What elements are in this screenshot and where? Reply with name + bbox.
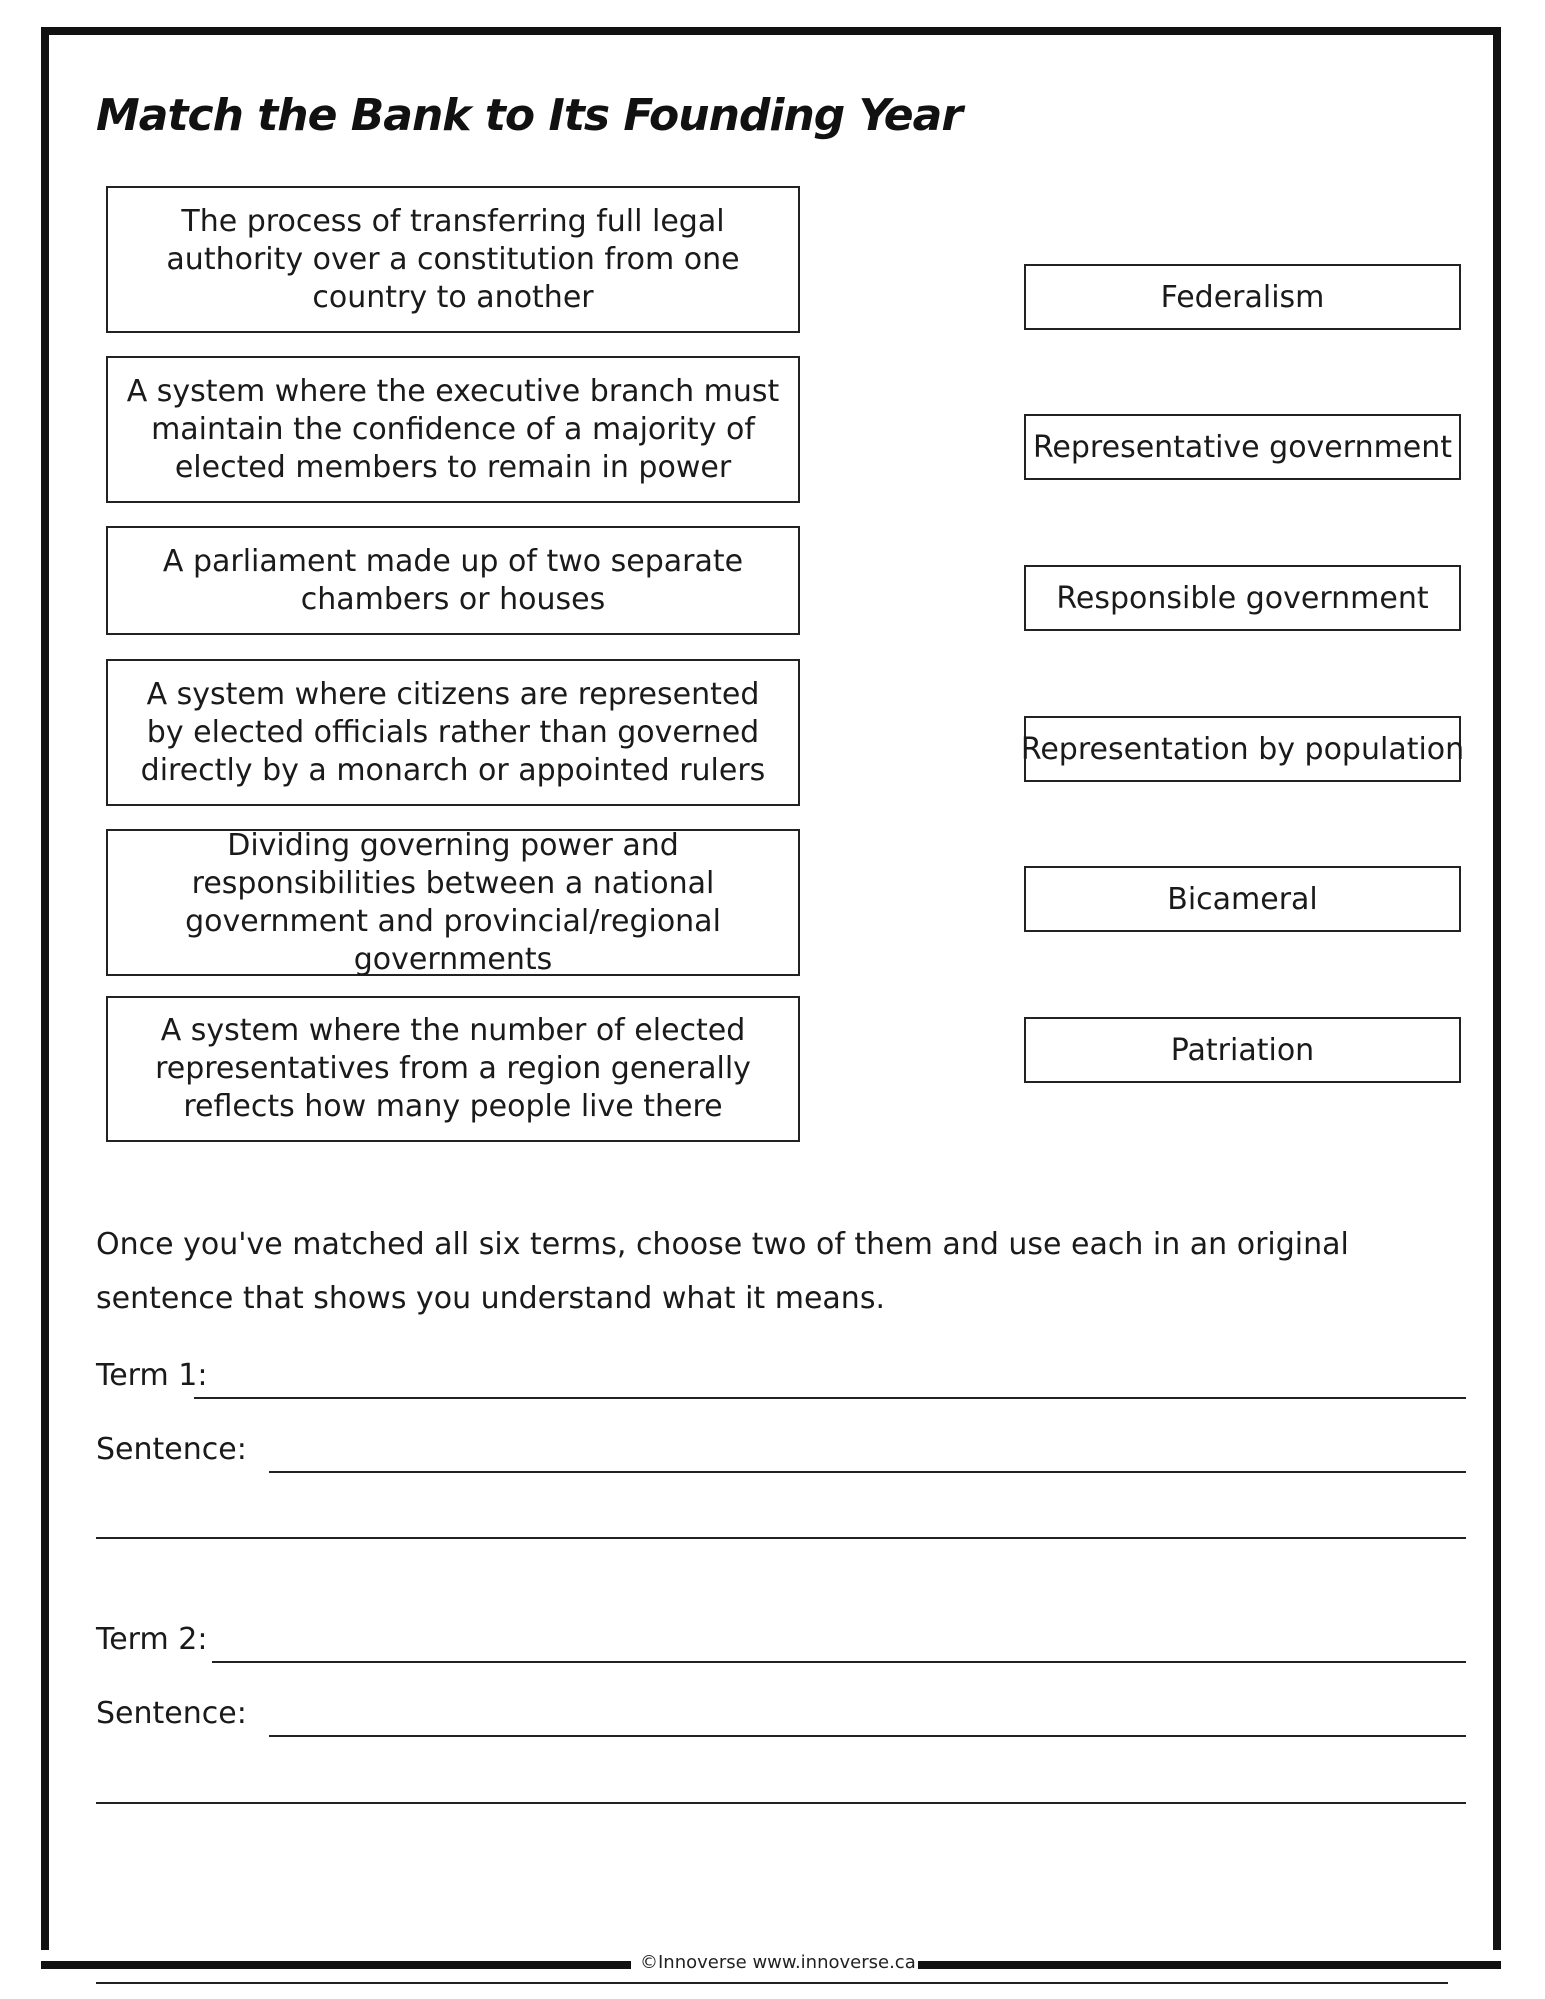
term-box-federalism[interactable]: Federalism xyxy=(1024,264,1461,330)
definition-box-5: Dividing governing power and responsibilities between a national government and provincial/regional governments xyxy=(106,829,800,976)
term1-answer-line[interactable] xyxy=(194,1397,1466,1399)
term2-answer-line[interactable] xyxy=(212,1661,1466,1663)
definition-box-1: The process of transferring full legal authority over a constitution from one country to another xyxy=(106,186,800,333)
term-box-bicameral[interactable]: Bicameral xyxy=(1024,866,1461,932)
definition-box-4: A system where citizens are represented by elected officials rather than governed directly by a monarch or appointed rulers xyxy=(106,659,800,806)
term1-label: Term 1: xyxy=(96,1358,208,1393)
sentence2-answer-line[interactable] xyxy=(269,1735,1466,1737)
sentence2-label: Sentence: xyxy=(96,1696,247,1731)
footer-credit: ©Innoverse www.innoverse.ca xyxy=(640,1952,916,1973)
footer-bar-right xyxy=(918,1961,1501,1969)
definition-box-6: A system where the number of elected representatives from a region generally reflects how many people live there xyxy=(106,996,800,1142)
footer-bar-left xyxy=(41,1961,631,1969)
definition-box-3: A parliament made up of two separate chambers or houses xyxy=(106,526,800,635)
sentence1-answer-line[interactable] xyxy=(269,1471,1466,1473)
term-box-patriation[interactable]: Patriation xyxy=(1024,1017,1461,1083)
definition-box-2: A system where the executive branch must maintain the confidence of a majority of elected members to remain in power xyxy=(106,356,800,503)
bottom-rule xyxy=(96,1982,1448,1984)
instructions-text: Once you've matched all six terms, choose two of them and use each in an original sentence that shows you understand what it means. xyxy=(96,1227,1349,1316)
term-box-representation-by-population[interactable]: Representation by population xyxy=(1024,716,1461,782)
sentence1-continuation-line[interactable] xyxy=(96,1537,1466,1539)
worksheet-title: Match the Bank to Its Founding Year xyxy=(96,90,963,141)
term-box-responsible-government[interactable]: Responsible government xyxy=(1024,565,1461,631)
term2-label: Term 2: xyxy=(96,1622,208,1657)
sentence1-label: Sentence: xyxy=(96,1432,247,1467)
term-box-representative-government[interactable]: Representative government xyxy=(1024,414,1461,480)
sentence2-continuation-line[interactable] xyxy=(96,1802,1466,1804)
